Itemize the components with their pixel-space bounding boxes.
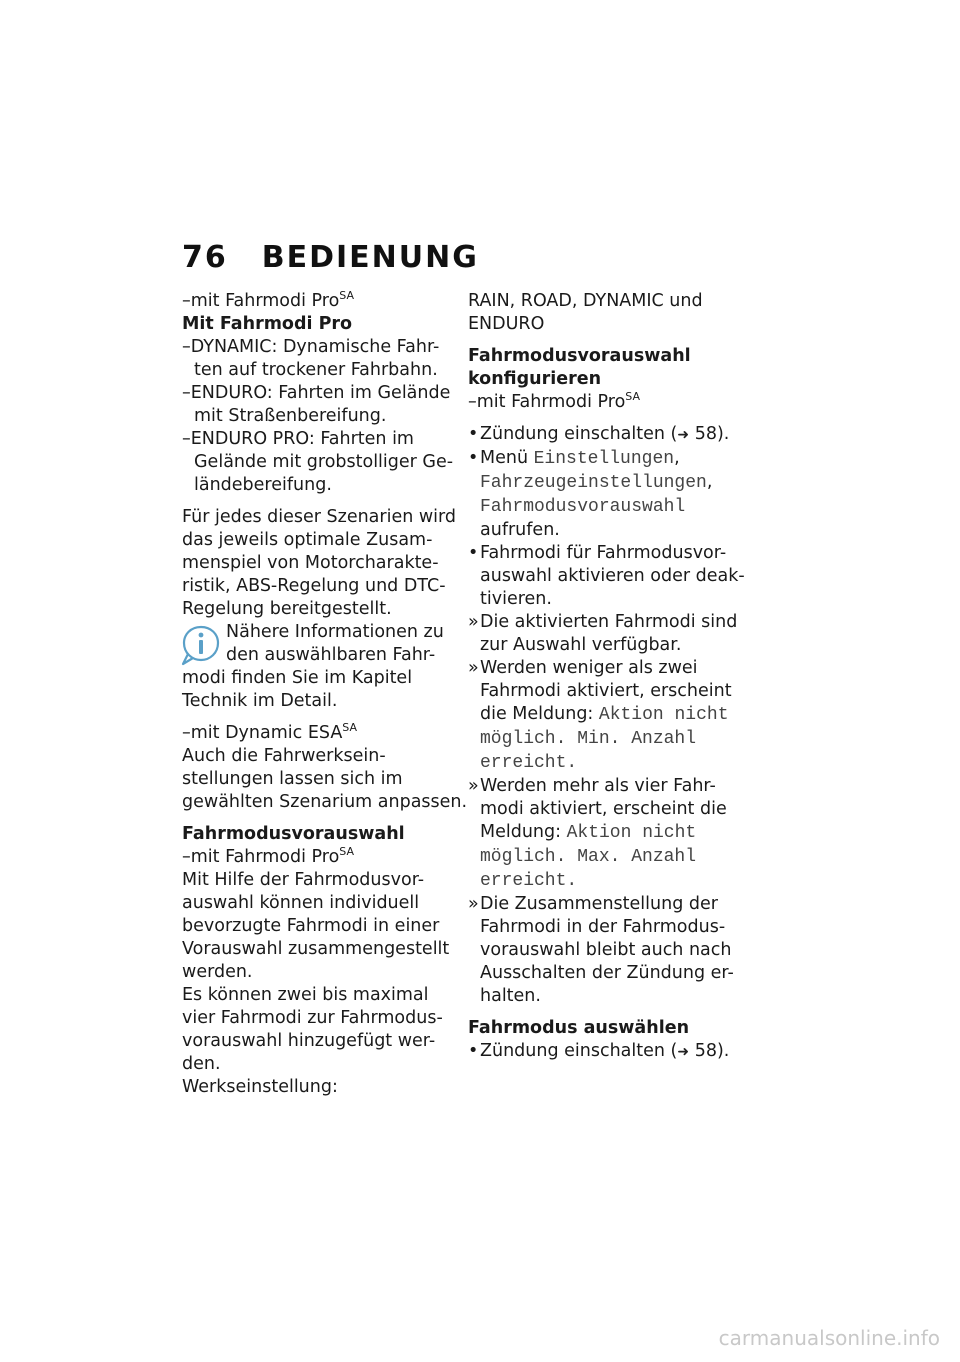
equipment-note: –mit Fahrmodi Pro$^{SA}$ [182, 289, 355, 311]
heading-konfigurieren-2: konfigurieren [468, 369, 602, 389]
page-ref-arrow-icon[interactable]: ➜ [677, 1044, 690, 1060]
watermark: carmanualsonline.info [718, 1326, 940, 1350]
result-available: » Die aktivierten Fahrmodi sind zur Auswahl verfügbar. [468, 612, 738, 655]
factory-setting: RAIN, ROAD, DYNAMIC und ENDURO [468, 291, 703, 334]
heading-vorauswahl: Fahrmodusvorauswahl [182, 824, 405, 844]
info-icon [180, 623, 222, 667]
mode-dynamic: –DYNAMIC: Dynamische Fahr- ten auf trockener Fahrbahn. [182, 337, 440, 380]
heading-konfigurieren: Fahrmodusvorauswahl [468, 346, 691, 366]
esa-note: –mit Dynamic $ESA^{SA}$ [182, 721, 358, 743]
result-max: » Werden mehr als vier Fahr- modi aktiviert, erscheint die Meldung: Aktion nicht möglich. Max. Anzahl erreicht. [468, 776, 727, 891]
step-ignition: • Zündung einschalten (➜ 58). [468, 424, 730, 444]
right-column [468, 290, 745, 1064]
paragraph-scenarios: Für jedes dieser Szenarien wird das jeweils optimale Zusam- menspiel von Motorcharakte- ristik, ABS-Regelung und DTC- Regelung bereitgestellt. [182, 507, 457, 619]
paragraph-vorauswahl: Mit Hilfe der Fahrmodusvor- auswahl können individuell bevorzugte Fahrmodi in einer Vorauswahl zusammengestellt werden. Es können zwei bis maximal vier Fahrmodi zur Fahrmodus- vorauswahl hinzugefügt wer- den. Werkseinstellung: [182, 870, 450, 1097]
step-ignition-2: • Zündung einschalten (➜ 58). [468, 1041, 730, 1061]
left-column [182, 289, 468, 1099]
page-ref-arrow-icon[interactable]: ➜ [677, 427, 690, 443]
info-note: Nähere Informationen zu den auswählbaren Fahr- modi finden Sie im Kapitel Technik im Detail. [182, 622, 444, 711]
result-min: » Werden weniger als zwei Fahrmodi aktiviert, erscheint die Meldung: Aktion nicht möglich. Min. Anzahl erreicht. [468, 658, 732, 773]
equipment-note: –mit Fahrmodi Pro$^{SA}$ [468, 390, 641, 412]
step-menu: • Menü Einstellungen, Fahrzeugeinstellungen, Fahrmodusvorauswahl aufrufen. [468, 448, 713, 540]
result-retained: » Die Zusammenstellung der Fahrmodi in der Fahrmodus- vorauswahl bleibt auch nach Ausschalten der Zündung er- halten. [468, 894, 734, 1006]
mode-enduro-pro: –ENDURO PRO: Fahrten im Gelände mit grobstolliger Ge- ländebereifung. [182, 429, 454, 495]
step-activate: • Fahrmodi für Fahrmodusvor- auswahl aktivieren oder deak- tivieren. [468, 543, 745, 609]
page-header [182, 240, 479, 275]
subheading: Mit Fahrmodi Pro [182, 314, 353, 334]
equipment-note: –mit Fahrmodi Pro$^{SA}$ [182, 845, 355, 867]
page-number: 76 [182, 240, 228, 275]
chapter-title: BEDIENUNG [261, 240, 479, 275]
heading-auswaehlen: Fahrmodus auswählen [468, 1018, 690, 1038]
esa-text: Auch die Fahrwerksein- stellungen lassen sich im gewählten Szenarium anpassen. [182, 746, 468, 812]
mode-enduro: –ENDURO: Fahrten im Gelände mit Straßenbereifung. [182, 383, 451, 426]
